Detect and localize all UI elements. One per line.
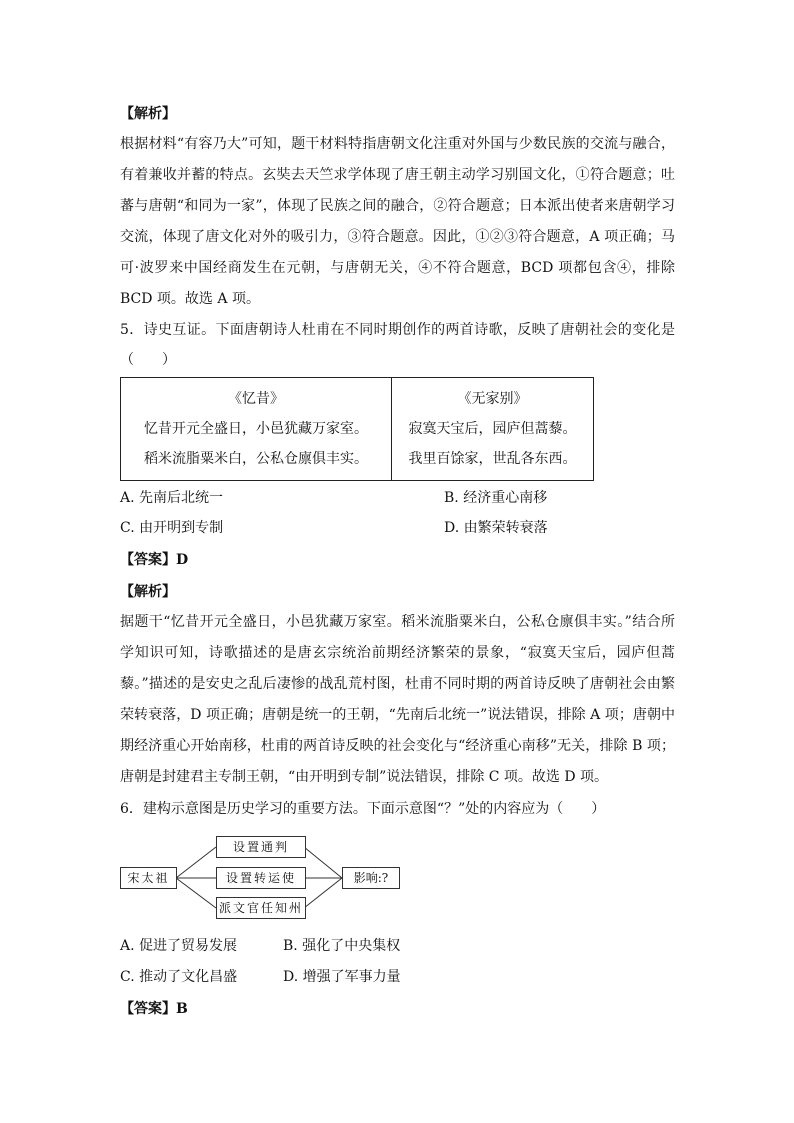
option-c: C. 由开明到专制 — [120, 520, 224, 536]
poem-cell-yixi — [121, 378, 392, 481]
poem-line: 稻米流脂粟米白，公私仓廪俱丰实。 — [144, 451, 368, 467]
analysis-line: 期经济重心开始南移，杜甫的两首诗反映的社会变化与“经济重心南移”无关，排除 B 项； — [120, 738, 675, 754]
option-c: C. 推动了文化昌盛 — [120, 969, 238, 985]
analysis-line: 学知识可知，诗歌描述的是唐玄宗统治前期经济繁荣的景象，“寂寞天宝后，园庐但蒿 — [120, 645, 675, 661]
option-a: A. 促进了贸易发展 — [120, 938, 238, 954]
option-d: D. 增强了军事力量 — [283, 969, 401, 985]
analysis-line: 藜。”描述的是安史之乱后凄惨的战乱荒村图，杜甫不同时期的两首诗反映了唐朝社会由繁 — [120, 676, 675, 692]
diagram-measure-box: 派文官任知州 — [216, 897, 306, 919]
diagram-result-box: 影响:? — [342, 867, 400, 889]
diagram-measure-box: 设置通判 — [216, 836, 306, 858]
answer-label: 【答案】B — [120, 1001, 188, 1017]
analysis-line: 蕃与唐朝“和同为一家”，体现了民族之间的融合，②符合题意；日本派出使者来唐朝学习 — [120, 198, 675, 214]
analysis-line: 据题干“忆昔开元全盛日，小邑犹藏万家室。稻米流脂粟米白，公私仓廪俱丰实。”结合所 — [120, 614, 675, 630]
poem-title: 《无家别》 — [457, 391, 528, 407]
poem-line: 忆昔开元全盛日，小邑犹藏万家室。 — [144, 421, 368, 437]
question-5-blank: （ ） — [120, 352, 176, 368]
poem-table — [120, 377, 594, 481]
poem-line: 我里百馀家，世乱各东西。 — [408, 451, 577, 467]
poem-line: 寂寞天宝后，园庐但蒿藜。 — [408, 421, 577, 437]
poem-title: 《忆昔》 — [228, 391, 284, 407]
analysis-line: 荣转衰落，D 项正确；唐朝是统一的王朝，“先南后北统一”说法错误，排除 A 项；唐朝中 — [120, 707, 675, 723]
analysis-line: 唐朝是封建君主专制王朝，“由开明到专制”说法错误，排除 C 项。故选 D 项。 — [120, 769, 609, 785]
analysis-line: 有着兼收并蓄的特点。玄奘去天竺求学体现了唐王朝主动学习别国文化，①符合题意；吐 — [120, 167, 675, 183]
poem-cell-wujiabie — [392, 378, 594, 481]
concept-diagram — [120, 833, 400, 923]
option-d: D. 由繁荣转衰落 — [444, 520, 548, 536]
option-b: B. 强化了中央集权 — [283, 938, 401, 954]
analysis-line: 交流，体现了唐文化对外的吸引力，③符合题意。因此，①②③符合题意，A 项正确；马 — [120, 229, 675, 245]
option-a: A. 先南后北统一 — [120, 490, 224, 506]
question-5-stem: 5．诗史互证。下面唐朝诗人杜甫在不同时期创作的两首诗歌，反映了唐朝社会的变化是 — [120, 322, 675, 338]
analysis-heading: 【解析】 — [120, 584, 176, 600]
answer-label: 【答案】D — [120, 552, 189, 568]
option-b: B. 经济重心南移 — [444, 490, 548, 506]
question-6-stem: 6．建构示意图是历史学习的重要方法。下面示意图“？”处的内容应为（ ） — [120, 801, 606, 817]
diagram-measure-box: 设置转运使 — [216, 867, 306, 889]
analysis-line: 可·波罗来中国经商发生在元朝，与唐朝无关，④不符合题意，BCD 项都包含④，排除 — [120, 260, 675, 276]
analysis-heading: 【解析】 — [120, 106, 176, 122]
analysis-line: 根据材料“有容乃大”可知，题干材料特指唐朝文化注重对外国与少数民族的交流与融合， — [120, 136, 675, 152]
diagram-source-box: 宋太祖 — [120, 867, 177, 889]
analysis-line: BCD 项。故选 A 项。 — [120, 291, 260, 307]
